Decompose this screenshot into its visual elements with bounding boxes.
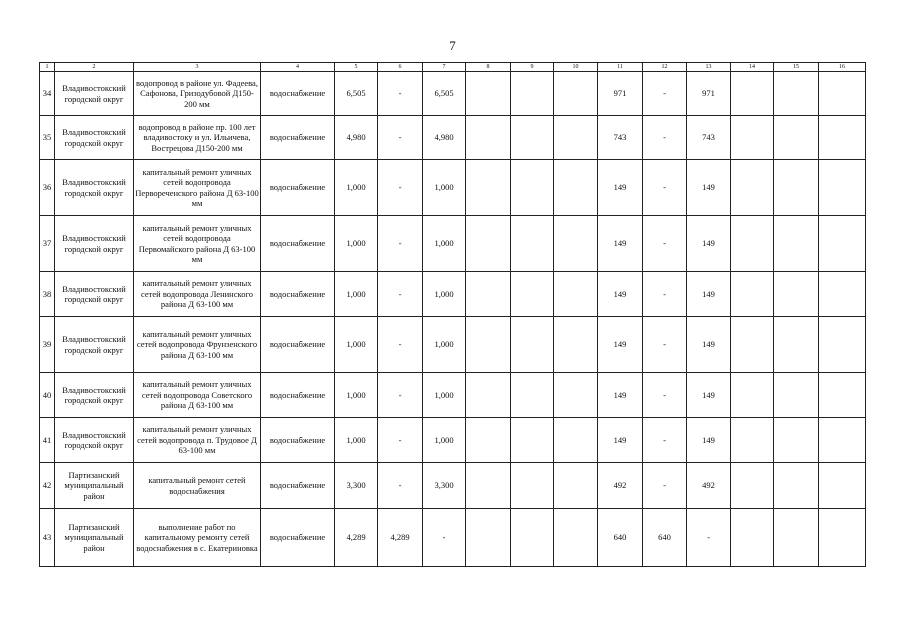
col15-cell <box>774 160 819 216</box>
col16-cell <box>819 418 866 463</box>
column-number: 10 <box>554 63 598 72</box>
col8-cell <box>466 509 511 567</box>
col15-cell <box>774 418 819 463</box>
col12-cell: - <box>643 116 687 160</box>
col5-cell: 6,505 <box>335 72 378 116</box>
col16-cell <box>819 116 866 160</box>
col5-cell: 1,000 <box>335 317 378 373</box>
table-row <box>40 160 866 216</box>
col5-cell: 1,000 <box>335 216 378 272</box>
work-type-cell: водоснабжение <box>261 216 335 272</box>
work-type-cell: водоснабжение <box>261 317 335 373</box>
col7-cell: 1,000 <box>423 373 466 418</box>
col14-cell <box>731 72 774 116</box>
column-number: 3 <box>134 63 261 72</box>
col13-cell: 149 <box>687 216 731 272</box>
column-number: 6 <box>378 63 423 72</box>
col5-cell: 3,300 <box>335 463 378 509</box>
col16-cell <box>819 216 866 272</box>
col7-cell: 6,505 <box>423 72 466 116</box>
col15-cell <box>774 116 819 160</box>
col8-cell <box>466 116 511 160</box>
col6-cell: - <box>378 72 423 116</box>
column-number: 2 <box>55 63 134 72</box>
col12-cell: - <box>643 463 687 509</box>
municipality-cell: Владивостокский городской округ <box>55 116 134 160</box>
column-number: 1 <box>40 63 55 72</box>
col14-cell <box>731 272 774 317</box>
col14-cell <box>731 418 774 463</box>
col13-cell: 971 <box>687 72 731 116</box>
col6-cell: - <box>378 116 423 160</box>
col6-cell: - <box>378 373 423 418</box>
col14-cell <box>731 373 774 418</box>
col9-cell <box>511 317 554 373</box>
table-row <box>40 418 866 463</box>
col16-cell <box>819 317 866 373</box>
table-row <box>40 72 866 116</box>
col16-cell <box>819 72 866 116</box>
municipality-cell: Владивостокский городской округ <box>55 72 134 116</box>
col13-cell: 149 <box>687 272 731 317</box>
table-row <box>40 116 866 160</box>
col16-cell <box>819 272 866 317</box>
municipality-cell: Владивостокский городской округ <box>55 418 134 463</box>
row-number-cell: 40 <box>40 373 55 418</box>
col14-cell <box>731 317 774 373</box>
col14-cell <box>731 509 774 567</box>
col12-cell: - <box>643 72 687 116</box>
col13-cell: 149 <box>687 160 731 216</box>
col13-cell: 743 <box>687 116 731 160</box>
row-number-cell: 41 <box>40 418 55 463</box>
col6-cell: 4,289 <box>378 509 423 567</box>
col12-cell: - <box>643 160 687 216</box>
col10-cell <box>554 509 598 567</box>
col10-cell <box>554 418 598 463</box>
col8-cell <box>466 72 511 116</box>
col12-cell: - <box>643 373 687 418</box>
object-cell: капитальный ремонт уличных сетей водопровода Фрунзенского района Д 63-100 мм <box>134 317 261 373</box>
col15-cell <box>774 509 819 567</box>
col11-cell: 149 <box>598 317 643 373</box>
object-cell: капитальный ремонт уличных сетей водопровода Первомайского района Д 63-100 мм <box>134 216 261 272</box>
col8-cell <box>466 160 511 216</box>
object-cell: капитальный ремонт уличных сетей водопровода Первореченского района Д 63-100 мм <box>134 160 261 216</box>
row-number-cell: 38 <box>40 272 55 317</box>
col7-cell: 1,000 <box>423 317 466 373</box>
col13-cell: 492 <box>687 463 731 509</box>
col10-cell <box>554 216 598 272</box>
column-number: 8 <box>466 63 511 72</box>
col16-cell <box>819 373 866 418</box>
col6-cell: - <box>378 317 423 373</box>
work-type-cell: водоснабжение <box>261 418 335 463</box>
table-body <box>40 63 866 567</box>
table-row <box>40 216 866 272</box>
column-number: 13 <box>687 63 731 72</box>
work-type-cell: водоснабжение <box>261 72 335 116</box>
col9-cell <box>511 373 554 418</box>
col11-cell: 743 <box>598 116 643 160</box>
col6-cell: - <box>378 463 423 509</box>
municipality-cell: Партизанский муниципальный район <box>55 509 134 567</box>
col15-cell <box>774 272 819 317</box>
col9-cell <box>511 216 554 272</box>
work-type-cell: водоснабжение <box>261 116 335 160</box>
col7-cell: 1,000 <box>423 216 466 272</box>
col10-cell <box>554 160 598 216</box>
col9-cell <box>511 272 554 317</box>
col5-cell: 4,980 <box>335 116 378 160</box>
municipality-cell: Партизанский муниципальный район <box>55 463 134 509</box>
column-number: 5 <box>335 63 378 72</box>
col6-cell: - <box>378 272 423 317</box>
col7-cell: 3,300 <box>423 463 466 509</box>
col13-cell: 149 <box>687 418 731 463</box>
col7-cell: 1,000 <box>423 418 466 463</box>
column-number: 12 <box>643 63 687 72</box>
col5-cell: 1,000 <box>335 160 378 216</box>
col12-cell: - <box>643 317 687 373</box>
col9-cell <box>511 509 554 567</box>
col15-cell <box>774 317 819 373</box>
col12-cell: - <box>643 418 687 463</box>
col10-cell <box>554 317 598 373</box>
column-number: 11 <box>598 63 643 72</box>
col6-cell: - <box>378 216 423 272</box>
col11-cell: 149 <box>598 160 643 216</box>
column-number: 7 <box>423 63 466 72</box>
work-type-cell: водоснабжение <box>261 272 335 317</box>
object-cell: водопровод в районе ул. Фадеева, Сафонова, Гризодубовой Д150-200 мм <box>134 72 261 116</box>
work-type-cell: водоснабжение <box>261 373 335 418</box>
row-number-cell: 37 <box>40 216 55 272</box>
col5-cell: 1,000 <box>335 418 378 463</box>
municipality-cell: Владивостокский городской округ <box>55 160 134 216</box>
col11-cell: 149 <box>598 272 643 317</box>
column-number: 14 <box>731 63 774 72</box>
row-number-cell: 43 <box>40 509 55 567</box>
col16-cell <box>819 509 866 567</box>
row-number-cell: 36 <box>40 160 55 216</box>
col8-cell <box>466 317 511 373</box>
row-number-cell: 35 <box>40 116 55 160</box>
col11-cell: 492 <box>598 463 643 509</box>
col7-cell: - <box>423 509 466 567</box>
col12-cell: - <box>643 216 687 272</box>
col5-cell: 1,000 <box>335 272 378 317</box>
col11-cell: 640 <box>598 509 643 567</box>
col8-cell <box>466 373 511 418</box>
col14-cell <box>731 160 774 216</box>
col14-cell <box>731 463 774 509</box>
col14-cell <box>731 116 774 160</box>
object-cell: водопровод в районе пр. 100 лет владивостоку и ул. Ильичева, Вострецова Д150-200 мм <box>134 116 261 160</box>
col7-cell: 1,000 <box>423 160 466 216</box>
col11-cell: 149 <box>598 216 643 272</box>
col7-cell: 4,980 <box>423 116 466 160</box>
col14-cell <box>731 216 774 272</box>
col12-cell: - <box>643 272 687 317</box>
row-number-cell: 42 <box>40 463 55 509</box>
row-number-cell: 39 <box>40 317 55 373</box>
object-cell: выполнение работ по капитальному ремонту сетей водоснабжения в с. Екатериновка <box>134 509 261 567</box>
column-number: 4 <box>261 63 335 72</box>
table-row <box>40 373 866 418</box>
col10-cell <box>554 116 598 160</box>
work-type-cell: водоснабжение <box>261 160 335 216</box>
row-number-cell: 34 <box>40 72 55 116</box>
col10-cell <box>554 463 598 509</box>
col9-cell <box>511 418 554 463</box>
table-row <box>40 463 866 509</box>
municipality-cell: Владивостокский городской округ <box>55 373 134 418</box>
col9-cell <box>511 463 554 509</box>
col12-cell: 640 <box>643 509 687 567</box>
object-cell: капитальный ремонт сетей водоснабжения <box>134 463 261 509</box>
object-cell: капитальный ремонт уличных сетей водопровода п. Трудовое Д 63-100 мм <box>134 418 261 463</box>
col16-cell <box>819 160 866 216</box>
column-number: 9 <box>511 63 554 72</box>
municipality-cell: Владивостокский городской округ <box>55 317 134 373</box>
col10-cell <box>554 272 598 317</box>
column-number: 15 <box>774 63 819 72</box>
col11-cell: 971 <box>598 72 643 116</box>
col10-cell <box>554 72 598 116</box>
col5-cell: 1,000 <box>335 373 378 418</box>
col10-cell <box>554 373 598 418</box>
page-number: 7 <box>449 38 456 53</box>
col11-cell: 149 <box>598 373 643 418</box>
col9-cell <box>511 116 554 160</box>
col13-cell: 149 <box>687 373 731 418</box>
municipality-cell: Владивостокский городской округ <box>55 216 134 272</box>
column-number: 16 <box>819 63 866 72</box>
work-type-cell: водоснабжение <box>261 463 335 509</box>
col11-cell: 149 <box>598 418 643 463</box>
col15-cell <box>774 373 819 418</box>
col15-cell <box>774 463 819 509</box>
col13-cell: - <box>687 509 731 567</box>
object-cell: капитальный ремонт уличных сетей водопровода Советского района Д 63-100 мм <box>134 373 261 418</box>
col15-cell <box>774 72 819 116</box>
data-table <box>39 62 866 567</box>
col13-cell: 149 <box>687 317 731 373</box>
work-type-cell: водоснабжение <box>261 509 335 567</box>
col8-cell <box>466 463 511 509</box>
col7-cell: 1,000 <box>423 272 466 317</box>
col8-cell <box>466 418 511 463</box>
col15-cell <box>774 216 819 272</box>
col16-cell <box>819 463 866 509</box>
col9-cell <box>511 160 554 216</box>
col8-cell <box>466 216 511 272</box>
col6-cell: - <box>378 160 423 216</box>
col5-cell: 4,289 <box>335 509 378 567</box>
column-number-row <box>40 63 866 72</box>
col8-cell <box>466 272 511 317</box>
table-row <box>40 272 866 317</box>
object-cell: капитальный ремонт уличных сетей водопровода Ленинского района Д 63-100 мм <box>134 272 261 317</box>
col9-cell <box>511 72 554 116</box>
col6-cell: - <box>378 418 423 463</box>
table-row <box>40 509 866 567</box>
table-row <box>40 317 866 373</box>
municipality-cell: Владивостокский городской округ <box>55 272 134 317</box>
